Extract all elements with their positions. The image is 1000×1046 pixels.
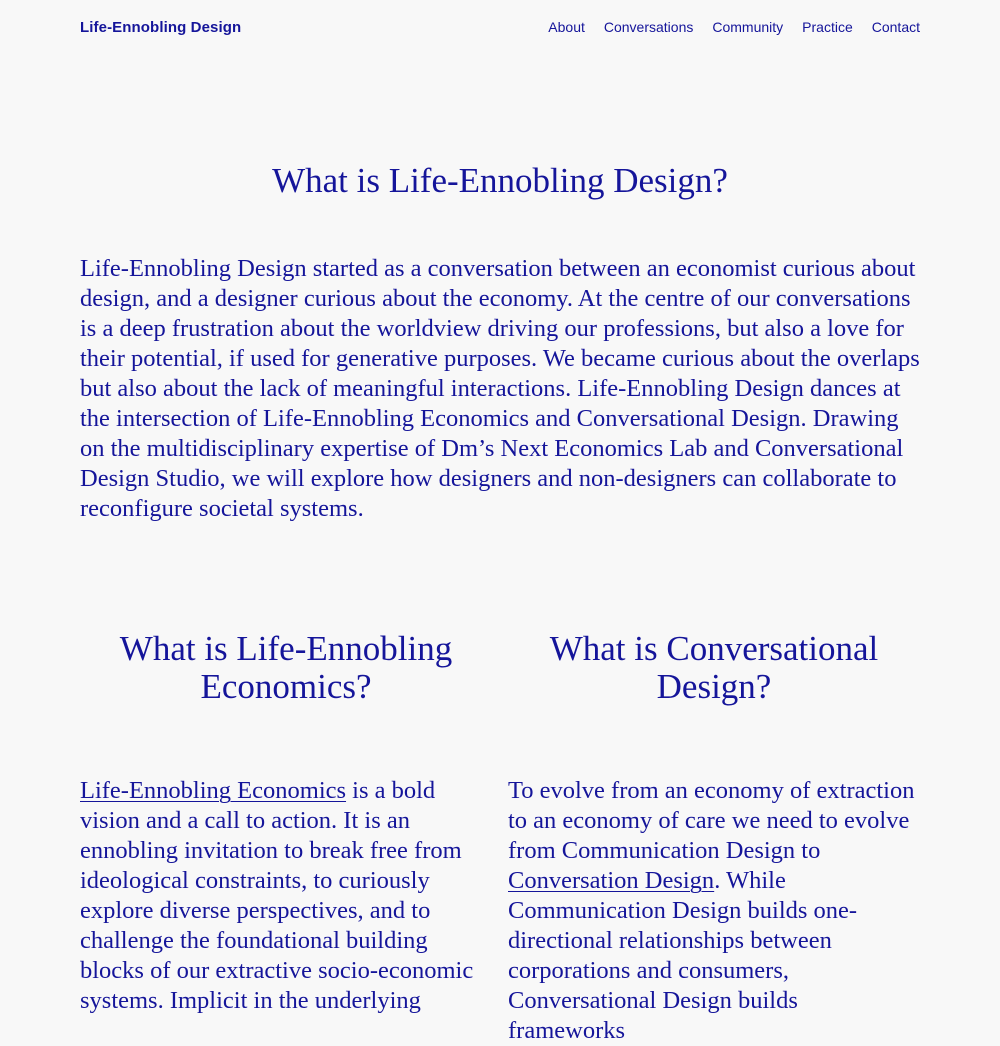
conversational-body-text-end: . While Communication Design builds one-directional relationships between corporations and consumers, Conversational Design builds frameworks (508, 867, 858, 1044)
economics-paragraph (80, 776, 492, 1016)
page-title: What is Life-Ennobling Design? (272, 161, 728, 200)
conversational-paragraph (508, 776, 920, 1046)
conversational-body-text-start: To evolve from an economy of extraction to an economy of care we need to evolve from Communication Design to (508, 777, 915, 864)
nav-link-about[interactable]: About (548, 19, 585, 35)
conversation-design-link[interactable]: Conversation Design (508, 867, 715, 894)
main-nav (548, 19, 920, 35)
site-header (80, 0, 920, 54)
nav-link-practice[interactable]: Practice (802, 19, 853, 35)
conversational-heading: What is Conversational Design? (549, 629, 879, 706)
nav-link-contact[interactable]: Contact (871, 19, 920, 35)
nav-link-community[interactable]: Community (712, 19, 784, 35)
site-logo-link[interactable]: Life-Ennobling Design (80, 18, 242, 36)
economics-heading: What is Life-Ennobling Economics? (119, 629, 453, 706)
economics-link[interactable]: Life-Ennobling Economics (80, 777, 347, 804)
conversational-section (508, 629, 920, 1044)
nav-link-conversations[interactable]: Conversations (603, 19, 694, 35)
economics-body-text: is a bold vision and a call to action. It is an ennobling invitation to break free from ideological constraints, to curiously explore diverse perspectives, and to challenge the foundational building blocks of our extractive socio-economic systems. Implicit in the underlying (80, 777, 474, 1014)
intro-paragraph: Life-Ennobling Design started as a conversation between an economist curious about design, and a designer curious about the economy. At the centre of our conversations is a deep frustration about the worldview driving our professions, but also a love for their potential, if used for generative purposes. We became curious about the overlaps but also about the lack of meaningful interactions. Life-Ennobling Design dances at the intersection of Life-Ennobling Economics and Conversational Design. Drawing on the multidisciplinary expertise of Dm’s Next Economics Lab and Conversational Design Studio, we will explore how designers and non-designers can collaborate to reconfigure societal systems. (80, 255, 920, 522)
economics-section (80, 629, 492, 1014)
